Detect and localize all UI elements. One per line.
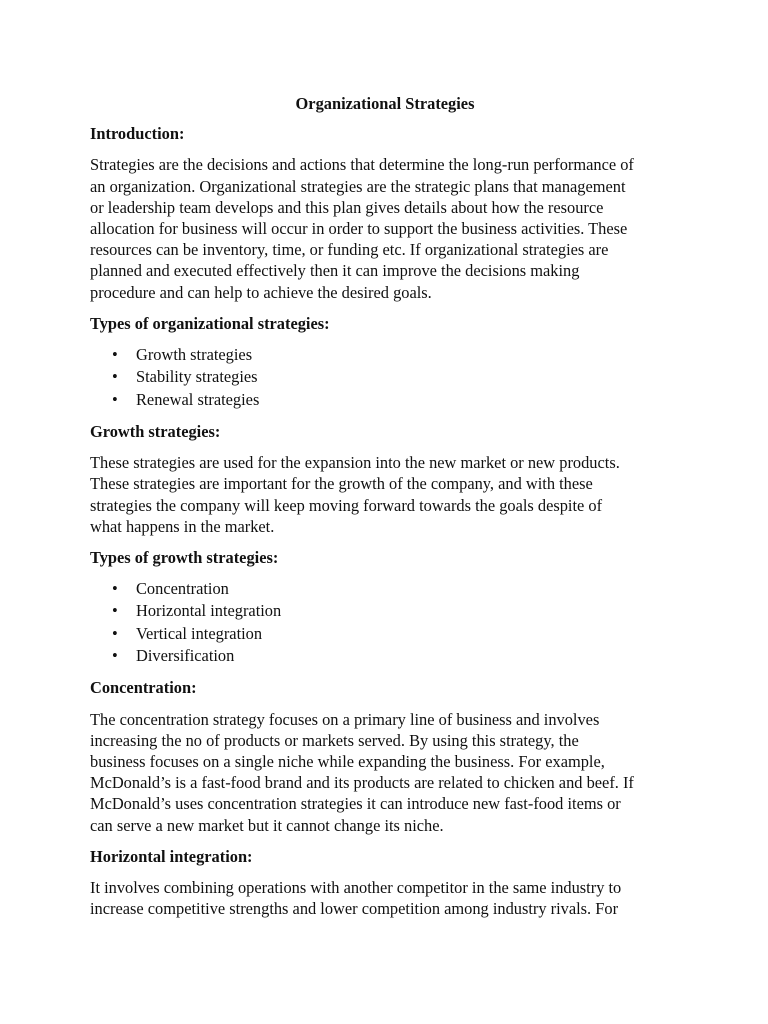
- text-line: planned and executed effectively then it can improve the decisions making: [90, 261, 580, 281]
- text-line: can serve a new market but it cannot change its niche.: [90, 815, 444, 835]
- growth-paragraph: [90, 452, 680, 537]
- text-line: allocation for business will occur in order to support the business activities. These: [90, 219, 628, 239]
- horizontal-heading: Horizontal integration:: [90, 846, 253, 866]
- text-line: or leadership team develops and this plan gives details about how the resource: [90, 197, 604, 217]
- text-line: increasing the no of products or markets served. By using this strategy, the: [90, 730, 579, 750]
- text-line: procedure and can help to achieve the desired goals.: [90, 282, 432, 302]
- types-growth-list: [90, 578, 680, 667]
- text-line: an organization. Organizational strategies are the strategic plans that management: [90, 176, 626, 196]
- types-org-heading: Types of organizational strategies:: [90, 313, 330, 333]
- text-line: what happens in the market.: [90, 516, 275, 536]
- list-item-text: Diversification: [136, 646, 235, 666]
- list-item: [90, 344, 680, 366]
- list-item-text: Vertical integration: [136, 623, 263, 643]
- text-line: These strategies are important for the growth of the company, and with these: [90, 474, 593, 494]
- list-item-text: Renewal strategies: [136, 389, 260, 409]
- concentration-paragraph: [90, 709, 680, 836]
- text-line: These strategies are used for the expansion into the new market or new products.: [90, 453, 620, 473]
- bullet-icon: •: [112, 345, 118, 365]
- text-line: business focuses on a single niche while expanding the business. For example,: [90, 751, 605, 771]
- list-item: [90, 578, 680, 600]
- text-line: increase competitive strengths and lower competition among industry rivals. For: [90, 899, 619, 919]
- list-item-text: Horizontal integration: [136, 601, 282, 621]
- text-line: The concentration strategy focuses on a primary line of business and involves: [90, 709, 600, 729]
- types-org-list: [90, 344, 680, 411]
- text-line: resources can be inventory, time, or funding etc. If organizational strategies are: [90, 240, 609, 260]
- text-line: McDonald’s is a fast-food brand and its products are related to chicken and beef. If: [90, 773, 634, 793]
- list-item: [90, 600, 680, 622]
- bullet-icon: •: [112, 389, 118, 409]
- concentration-heading: Concentration:: [90, 678, 197, 698]
- list-item: [90, 623, 680, 645]
- bullet-icon: •: [112, 623, 118, 643]
- list-item: [90, 366, 680, 388]
- horizontal-paragraph: [90, 877, 680, 919]
- text-line: Strategies are the decisions and actions that determine the long-run performance of: [90, 155, 634, 175]
- introduction-heading: Introduction:: [90, 124, 185, 144]
- list-item-text: Stability strategies: [136, 367, 258, 387]
- text-line: strategies the company will keep moving forward towards the goals despite of: [90, 495, 603, 515]
- list-item-text: Concentration: [136, 579, 229, 599]
- introduction-paragraph: [90, 154, 680, 302]
- types-growth-heading: Types of growth strategies:: [90, 547, 279, 567]
- growth-heading: Growth strategies:: [90, 421, 221, 441]
- bullet-icon: •: [112, 367, 118, 387]
- document-title: Organizational Strategies: [295, 94, 475, 113]
- list-item: [90, 389, 680, 411]
- list-item: [90, 645, 680, 667]
- list-item-text: Growth strategies: [136, 345, 253, 365]
- bullet-icon: •: [112, 646, 118, 666]
- text-line: It involves combining operations with another competitor in the same industry to: [90, 877, 622, 897]
- bullet-icon: •: [112, 579, 118, 599]
- bullet-icon: •: [112, 601, 118, 621]
- text-line: McDonald’s uses concentration strategies it can introduce new fast-food items or: [90, 794, 621, 814]
